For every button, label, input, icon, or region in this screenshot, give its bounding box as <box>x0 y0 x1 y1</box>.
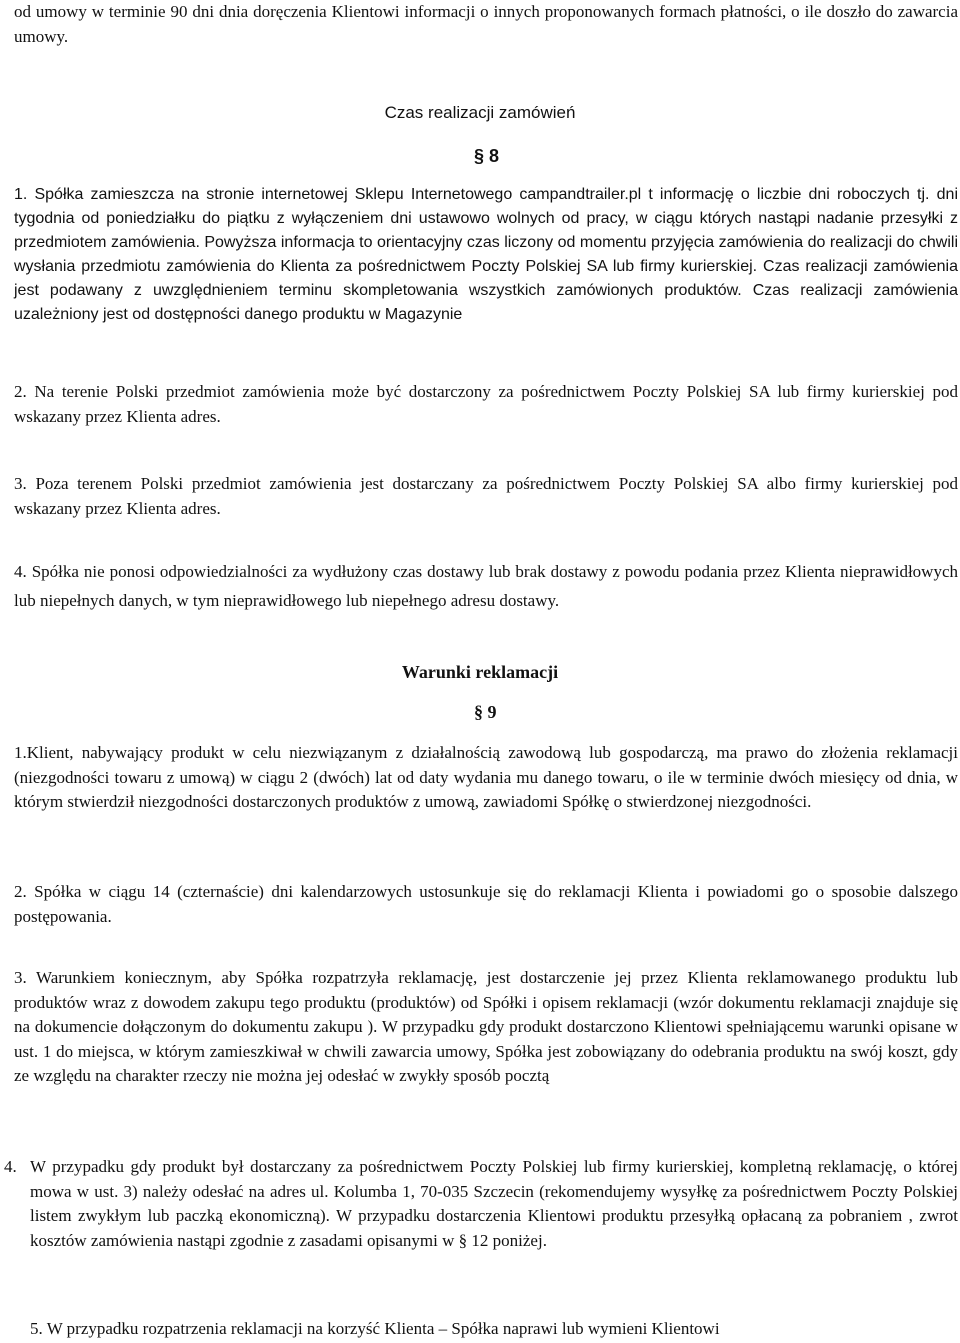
section-9-point-1: 1.Klient, nabywający produkt w celu niezwiązanym z działalnością zawodową lub gospodarczą, ma prawo do złożenia reklamacji (niezgodności towaru z umową) w ciągu 2 (dwóch) lat od daty wydania mu danego towaru, o ile w terminie dwóch miesięcy od dnia, w którym stwierdził niezgodności dostarczonych produktów z umową, zawiadomi Spółkę o stwierdzonej niezgodności. <box>14 743 958 811</box>
section-9-point-4: W przypadku gdy produkt był dostarczany za pośrednictwem Poczty Polskiej lub firmy kurierskiej, kompletną reklamację, o której mowa w ust. 3) należy odesłać na adres ul. Kolumba 1, 70-035 Szczecin (rekomendujemy wysyłkę za pośrednictwem Poczty Polskiej listem zwykłym lub paczką ekonomiczną). W przypadku dostarczenia Klientowi produktu przesyłką opłacaną za pobraniem , zwrot kosztów zamówienia nastąpi zgodnie z zasadami opisanymi w § 12 poniżej. <box>30 1157 958 1250</box>
section-9-heading: Warunki reklamacji <box>401 662 559 682</box>
section-8-point-4: 4. Spółka nie ponosi odpowiedzialności za wydłużony czas dostawy lub brak dostawy z powodu podania przez Klienta nieprawidłowych lub niepełnych danych, w tym nieprawidłowego lub niepełnego adresu dostawy. <box>14 562 958 610</box>
section-8-point-1: 1. Spółka zamieszcza na stronie internetowej Sklepu Internetowego campandtrailer.pl t informację o liczbie dni roboczych tj. dni tygodnia od poniedziałku do piątku z wyłączeniem dni ustawowo wolnych od pracy, w ciągu których nastąpi nadanie przesyłki z przedmiotem zamówienia. Powyższa informacja to orientacyjny czas liczony od momentu przyjęcia zamówienia do realizacji do chwili wysłania przedmiotu zamówienia do Klienta za pośrednictwem Poczty Polskiej SA lub firmy kurierskiej. Czas realizacji zamówienia jest podawany z uwzględnieniem terminu skompletowania wszystkich zamówionych produktów. Czas realizacji zamówienia uzależniony jest od dostępności danego produktu w Magazynie <box>14 186 958 323</box>
section-9-point-4-number: 4. <box>4 1157 17 1176</box>
section-8-point-2: 2. Na terenie Polski przedmiot zamówienia może być dostarczony za pośrednictwem Poczty Polskiej SA lub firmy kurierskiej pod wskazany przez Klienta adres. <box>14 382 958 426</box>
section-9-number: § 9 <box>474 702 497 722</box>
section-8-number: § 8 <box>474 146 500 166</box>
section-8-heading: Czas realizacji zamówień <box>384 103 576 122</box>
section-9-point-5: 5. W przypadku rozpatrzenia reklamacji na korzyść Klienta – Spółka naprawi lub wymieni Klientowi <box>30 1319 720 1338</box>
intro-paragraph: od umowy w terminie 90 dni dnia doręczenia Klientowi informacji o innych proponowanych formach płatności, o ile doszło do zawarcia umowy. <box>14 2 958 46</box>
section-9-point-3: 3. Warunkiem koniecznym, aby Spółka rozpatrzyła reklamację, jest dostarczenie jej przez Klienta reklamowanego produktu lub produktów wraz z dowodem zakupu tego produktu (produktów) od Spółki i opisem reklamacji (wzór dokumentu reklamacji znajduje się na dokumencie dołączonym do dokumentu zakupu ). W przypadku gdy produkt dostarczono Klientowi spełniającemu warunki opisane w ust. 1 do miejsca, w którym zamieszkiwał w chwili zawarcia umowy, Spółka jest zobowiązany do odebrania produktu na swój koszt, gdy ze względu na charakter rzeczy nie można jej odesłać w zwykły sposób pocztą <box>14 968 958 1085</box>
section-8-point-3: 3. Poza terenem Polski przedmiot zamówienia jest dostarczany za pośrednictwem Poczty Polskiej SA albo firmy kurierskiej pod wskazany przez Klienta adres. <box>14 474 958 518</box>
section-9-point-2: 2. Spółka w ciągu 14 (czternaście) dni kalendarzowych ustosunkuje się do reklamacji Klienta i powiadomi go o sposobie dalszego postępowania. <box>14 882 958 926</box>
